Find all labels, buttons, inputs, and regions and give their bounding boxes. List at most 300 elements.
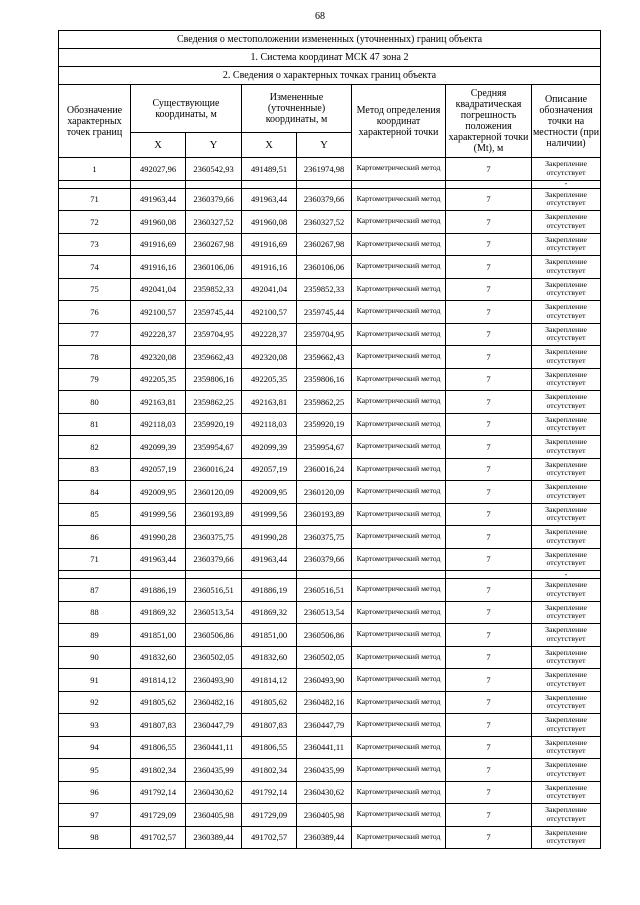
changed-y-cell: 2360389,44 [297,826,352,849]
existing-y-cell: 2359862,25 [186,391,242,414]
error-cell: 7 [446,669,532,692]
changed-y-cell: 2360447,79 [297,714,352,737]
changed-x-cell: 492205,35 [242,368,297,391]
desc-cell: Закрепление отсутствует [532,301,601,324]
method-cell: Картометрический метод [352,211,446,234]
existing-x-cell: 491806,55 [131,736,186,759]
method-cell: Картометрический метод [352,669,446,692]
desc-cell: Закрепление отсутствует [532,256,601,279]
coordinate-system-title: 1. Система координат МСК 47 зона 2 [59,49,601,67]
existing-x-cell: 491916,16 [131,256,186,279]
existing-x-cell: 491990,28 [131,526,186,549]
existing-x-cell: 491886,19 [131,579,186,602]
table-row [59,736,601,759]
table-row [59,391,601,414]
error-cell: 7 [446,368,532,391]
changed-y-cell: 2359704,95 [297,323,352,346]
table-row [59,346,601,369]
col-point-header: Обозначение характерных точек границ [59,85,131,158]
changed-x-cell: 491814,12 [242,669,297,692]
desc-cell: Закрепление отсутствует [532,714,601,737]
existing-x-cell: 492228,37 [131,323,186,346]
error-cell: 7 [446,548,532,571]
point-cell: 86 [59,526,131,549]
table-row [59,323,601,346]
table-row [59,804,601,827]
table-row [59,601,601,624]
desc-cell: Закрепление отсутствует [532,233,601,256]
existing-y-cell: 2360430,62 [186,781,242,804]
changed-x-cell: 492320,08 [242,346,297,369]
existing-y-cell: 2360267,98 [186,233,242,256]
changed-x-cell: 492228,37 [242,323,297,346]
error-cell: 7 [446,781,532,804]
changed-y-cell: 2359662,43 [297,346,352,369]
changed-y-cell: 2360016,24 [297,458,352,481]
method-cell: Картометрический метод [352,826,446,849]
desc-cell: Закрепление отсутствует [532,826,601,849]
separator-cell [352,180,446,188]
separator-mark: - [532,571,601,579]
method-cell: Картометрический метод [352,481,446,504]
point-cell: 93 [59,714,131,737]
existing-y-cell: 2360193,89 [186,503,242,526]
desc-cell: Закрепление отсутствует [532,368,601,391]
point-cell: 90 [59,646,131,669]
changed-x-cell: 491806,55 [242,736,297,759]
changed-x-cell: 491802,34 [242,759,297,782]
table-row [59,646,601,669]
error-cell: 7 [446,624,532,647]
table-row [59,826,601,849]
existing-x-cell: 491963,44 [131,548,186,571]
existing-x-cell: 492027,96 [131,158,186,181]
changed-y-cell: 2360506,86 [297,624,352,647]
changed-x-header: X [242,133,297,158]
point-cell: 80 [59,391,131,414]
method-cell: Картометрический метод [352,458,446,481]
col-changed-header: Измененные (уточненные) координаты, м [242,85,352,133]
existing-y-cell: 2360506,86 [186,624,242,647]
changed-y-cell: 2360482,16 [297,691,352,714]
error-cell: 7 [446,391,532,414]
point-cell: 85 [59,503,131,526]
method-cell: Картометрический метод [352,436,446,459]
table-row [59,458,601,481]
point-cell: 78 [59,346,131,369]
changed-y-cell: 2360327,52 [297,211,352,234]
changed-x-cell: 491702,57 [242,826,297,849]
point-cell: 76 [59,301,131,324]
point-cell: 1 [59,158,131,181]
table-row [59,436,601,459]
desc-cell: Закрепление отсутствует [532,691,601,714]
changed-y-cell: 2359745,44 [297,301,352,324]
changed-x-cell: 491805,62 [242,691,297,714]
existing-y-cell: 2360447,79 [186,714,242,737]
existing-y-cell: 2359852,33 [186,278,242,301]
existing-y-cell: 2360016,24 [186,458,242,481]
error-cell: 7 [446,714,532,737]
error-cell: 7 [446,436,532,459]
page-number: 68 [315,11,325,22]
changed-x-cell: 492118,03 [242,413,297,436]
existing-y-cell: 2360513,54 [186,601,242,624]
table-row [59,301,601,324]
existing-y-cell: 2360493,90 [186,669,242,692]
method-cell: Картометрический метод [352,368,446,391]
method-cell: Картометрический метод [352,548,446,571]
main-title-row [59,31,601,49]
changed-y-cell: 2360435,99 [297,759,352,782]
changed-y-cell: 2360502,05 [297,646,352,669]
method-cell: Картометрический метод [352,526,446,549]
error-cell: 7 [446,188,532,211]
changed-x-cell: 491832,60 [242,646,297,669]
desc-cell: Закрепление отсутствует [532,346,601,369]
existing-y-cell: 2359806,16 [186,368,242,391]
point-cell: 72 [59,211,131,234]
changed-y-cell: 2360379,66 [297,188,352,211]
desc-cell: Закрепление отсутствует [532,391,601,414]
changed-x-cell: 491916,16 [242,256,297,279]
desc-cell: Закрепление отсутствует [532,458,601,481]
existing-y-cell: 2360389,44 [186,826,242,849]
point-cell: 89 [59,624,131,647]
point-cell: 87 [59,579,131,602]
point-cell: 98 [59,826,131,849]
error-cell: 7 [446,323,532,346]
col-desc-header: Описание обозначения точки на местности (при наличии) [532,85,601,158]
existing-y-cell: 2360106,06 [186,256,242,279]
point-cell: 71 [59,188,131,211]
error-cell: 7 [446,736,532,759]
changed-y-cell: 2360193,89 [297,503,352,526]
desc-cell: Закрепление отсутствует [532,158,601,181]
separator-cell [186,180,242,188]
existing-y-cell: 2360120,09 [186,481,242,504]
method-cell: Картометрический метод [352,301,446,324]
error-cell: 7 [446,601,532,624]
method-cell: Картометрический метод [352,346,446,369]
desc-cell: Закрепление отсутствует [532,759,601,782]
error-cell: 7 [446,826,532,849]
existing-y-cell: 2360435,99 [186,759,242,782]
table-row [59,481,601,504]
existing-y-cell: 2359920,19 [186,413,242,436]
desc-cell: Закрепление отсутствует [532,624,601,647]
point-cell: 79 [59,368,131,391]
table-row [59,579,601,602]
point-cell: 74 [59,256,131,279]
method-cell: Картометрический метод [352,736,446,759]
existing-x-cell: 491916,69 [131,233,186,256]
desc-cell: Закрепление отсутствует [532,481,601,504]
column-header-row [59,85,601,133]
separator-mark: - [532,180,601,188]
existing-x-cell: 491729,09 [131,804,186,827]
error-cell: 7 [446,579,532,602]
existing-y-cell: 2360502,05 [186,646,242,669]
table-row [59,256,601,279]
changed-x-cell: 492099,39 [242,436,297,459]
error-cell: 7 [446,646,532,669]
table-row [59,233,601,256]
point-cell: 73 [59,233,131,256]
existing-y-cell: 2360482,16 [186,691,242,714]
existing-y-cell: 2359704,95 [186,323,242,346]
existing-y-cell: 2360405,98 [186,804,242,827]
section-title-row [59,67,601,85]
changed-x-cell: 491886,19 [242,579,297,602]
method-cell: Картометрический метод [352,323,446,346]
method-cell: Картометрический метод [352,158,446,181]
table-row [59,158,601,181]
error-cell: 7 [446,481,532,504]
changed-x-cell: 491869,32 [242,601,297,624]
error-cell: 7 [446,158,532,181]
table-row [59,624,601,647]
separator-cell [59,571,131,579]
separator-cell [446,571,532,579]
changed-x-cell: 491792,14 [242,781,297,804]
changed-x-cell: 491489,51 [242,158,297,181]
changed-y-cell: 2360120,09 [297,481,352,504]
existing-y-cell: 2360375,75 [186,526,242,549]
changed-y-cell: 2360267,98 [297,233,352,256]
separator-cell [352,571,446,579]
changed-y-cell: 2359852,33 [297,278,352,301]
existing-x-cell: 492100,57 [131,301,186,324]
changed-y-header: Y [297,133,352,158]
method-cell: Картометрический метод [352,256,446,279]
existing-y-cell: 2360379,66 [186,188,242,211]
separator-cell [446,180,532,188]
existing-y-cell: 2359745,44 [186,301,242,324]
boundary-points-table [58,30,601,849]
system-title-row [59,49,601,67]
method-cell: Картометрический метод [352,714,446,737]
separator-cell [186,571,242,579]
separator-cell [131,180,186,188]
existing-x-cell: 492057,19 [131,458,186,481]
existing-y-cell: 2360516,51 [186,579,242,602]
error-cell: 7 [446,458,532,481]
changed-y-cell: 2360516,51 [297,579,352,602]
error-cell: 7 [446,526,532,549]
existing-y-cell: 2360441,11 [186,736,242,759]
existing-x-header: X [131,133,186,158]
point-cell: 91 [59,669,131,692]
point-cell: 92 [59,691,131,714]
changed-y-cell: 2360379,66 [297,548,352,571]
method-cell: Картометрический метод [352,646,446,669]
existing-x-cell: 491869,32 [131,601,186,624]
method-cell: Картометрический метод [352,624,446,647]
changed-y-cell: 2360405,98 [297,804,352,827]
existing-x-cell: 492009,95 [131,481,186,504]
changed-y-cell: 2359862,25 [297,391,352,414]
desc-cell: Закрепление отсутствует [532,413,601,436]
desc-cell: Закрепление отсутствует [532,323,601,346]
col-error-header: Средняя квадратическая погрешность положения характерной точки (Mt), м [446,85,532,158]
table-row [59,548,601,571]
changed-x-cell: 491963,44 [242,548,297,571]
desc-cell: Закрепление отсутствует [532,646,601,669]
changed-y-cell: 2359920,19 [297,413,352,436]
changed-x-cell: 492163,81 [242,391,297,414]
desc-cell: Закрепление отсутствует [532,579,601,602]
table-row [59,368,601,391]
col-existing-header: Существующие координаты, м [131,85,242,133]
changed-x-cell: 491729,09 [242,804,297,827]
existing-x-cell: 491851,00 [131,624,186,647]
main-title: Сведения о местоположении измененных (уточненных) границ объекта [59,31,601,49]
table-row [59,759,601,782]
separator-cell [297,571,352,579]
changed-y-cell: 2360493,90 [297,669,352,692]
method-cell: Картометрический метод [352,413,446,436]
changed-x-cell: 491960,08 [242,211,297,234]
existing-y-cell: 2359662,43 [186,346,242,369]
changed-y-cell: 2360430,62 [297,781,352,804]
table-row [59,211,601,234]
point-cell: 95 [59,759,131,782]
changed-y-cell: 2359954,67 [297,436,352,459]
separator-cell [242,180,297,188]
existing-y-cell: 2359954,67 [186,436,242,459]
existing-y-cell: 2360542,93 [186,158,242,181]
method-cell: Картометрический метод [352,601,446,624]
changed-y-cell: 2360106,06 [297,256,352,279]
table-row [59,413,601,436]
changed-x-cell: 491963,44 [242,188,297,211]
existing-x-cell: 491805,62 [131,691,186,714]
existing-x-cell: 492099,39 [131,436,186,459]
changed-x-cell: 491916,69 [242,233,297,256]
point-cell: 77 [59,323,131,346]
separator-cell [131,571,186,579]
point-cell: 84 [59,481,131,504]
existing-x-cell: 491807,83 [131,714,186,737]
changed-y-cell: 2360513,54 [297,601,352,624]
point-cell: 82 [59,436,131,459]
error-cell: 7 [446,256,532,279]
existing-x-cell: 491960,08 [131,211,186,234]
table-row [59,781,601,804]
separator-cell [297,180,352,188]
point-cell: 81 [59,413,131,436]
point-cell: 71 [59,548,131,571]
table-row [59,669,601,692]
separator-row [59,180,601,188]
separator-cell [59,180,131,188]
existing-y-cell: 2360379,66 [186,548,242,571]
existing-x-cell: 491832,60 [131,646,186,669]
desc-cell: Закрепление отсутствует [532,526,601,549]
desc-cell: Закрепление отсутствует [532,211,601,234]
method-cell: Картометрический метод [352,579,446,602]
desc-cell: Закрепление отсутствует [532,781,601,804]
desc-cell: Закрепление отсутствует [532,188,601,211]
point-cell: 88 [59,601,131,624]
existing-x-cell: 492205,35 [131,368,186,391]
separator-row [59,571,601,579]
method-cell: Картометрический метод [352,691,446,714]
section-title: 2. Сведения о характерных точках границ объекта [59,67,601,85]
method-cell: Картометрический метод [352,233,446,256]
desc-cell: Закрепление отсутствует [532,548,601,571]
method-cell: Картометрический метод [352,188,446,211]
method-cell: Картометрический метод [352,759,446,782]
changed-y-cell: 2359806,16 [297,368,352,391]
method-cell: Картометрический метод [352,278,446,301]
existing-x-cell: 492163,81 [131,391,186,414]
existing-x-cell: 492041,04 [131,278,186,301]
existing-x-cell: 491814,12 [131,669,186,692]
changed-x-cell: 491851,00 [242,624,297,647]
point-cell: 96 [59,781,131,804]
changed-y-cell: 2360375,75 [297,526,352,549]
desc-cell: Закрепление отсутствует [532,804,601,827]
method-cell: Картометрический метод [352,391,446,414]
desc-cell: Закрепление отсутствует [532,736,601,759]
desc-cell: Закрепление отсутствует [532,278,601,301]
desc-cell: Закрепление отсутствует [532,601,601,624]
existing-x-cell: 491802,34 [131,759,186,782]
table-row [59,714,601,737]
changed-x-cell: 492009,95 [242,481,297,504]
error-cell: 7 [446,211,532,234]
changed-y-cell: 2361974,98 [297,158,352,181]
error-cell: 7 [446,503,532,526]
existing-x-cell: 491999,56 [131,503,186,526]
error-cell: 7 [446,233,532,256]
existing-x-cell: 492118,03 [131,413,186,436]
desc-cell: Закрепление отсутствует [532,436,601,459]
separator-cell [242,571,297,579]
error-cell: 7 [446,759,532,782]
error-cell: 7 [446,804,532,827]
desc-cell: Закрепление отсутствует [532,503,601,526]
point-cell: 75 [59,278,131,301]
method-cell: Картометрический метод [352,804,446,827]
changed-x-cell: 491990,28 [242,526,297,549]
existing-x-cell: 491963,44 [131,188,186,211]
changed-x-cell: 492057,19 [242,458,297,481]
table-row [59,278,601,301]
existing-y-cell: 2360327,52 [186,211,242,234]
table-row [59,188,601,211]
method-cell: Картометрический метод [352,503,446,526]
point-cell: 97 [59,804,131,827]
point-cell: 94 [59,736,131,759]
error-cell: 7 [446,413,532,436]
changed-x-cell: 491807,83 [242,714,297,737]
point-cell: 83 [59,458,131,481]
existing-x-cell: 491702,57 [131,826,186,849]
error-cell: 7 [446,691,532,714]
error-cell: 7 [446,346,532,369]
changed-x-cell: 491999,56 [242,503,297,526]
desc-cell: Закрепление отсутствует [532,669,601,692]
table-row [59,691,601,714]
table-row [59,503,601,526]
existing-y-header: Y [186,133,242,158]
changed-y-cell: 2360441,11 [297,736,352,759]
existing-x-cell: 492320,08 [131,346,186,369]
changed-x-cell: 492041,04 [242,278,297,301]
